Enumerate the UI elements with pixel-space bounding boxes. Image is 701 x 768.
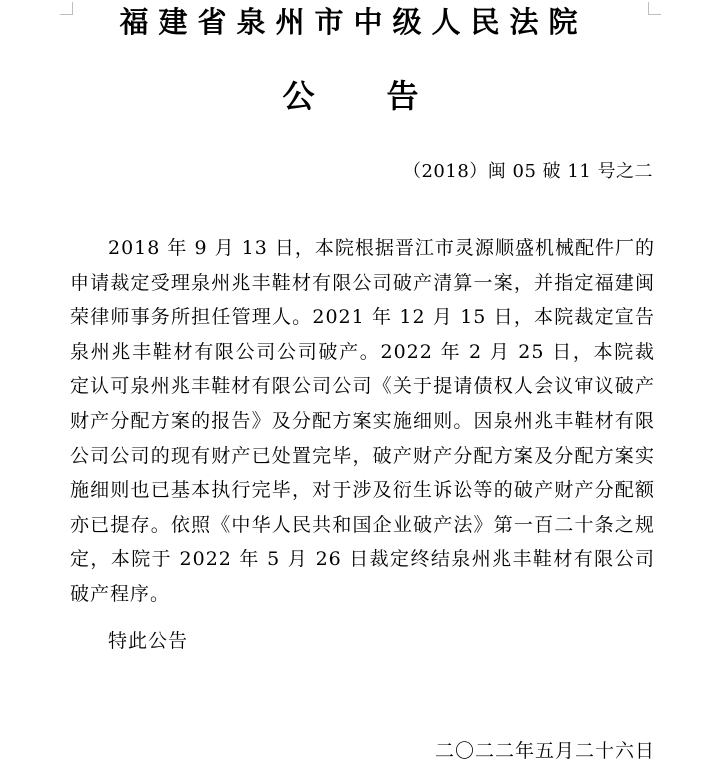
notice-body-paragraph: 2018 年 9 月 13 日，本院根据晋江市灵源顺盛机械配件厂的申请裁定受理泉州兆丰鞋材有限公司破产清算一案，并指定福建闽荣律师事务所担任管理人。2021 年 12 月 15 日，本院裁定宣告泉州兆丰鞋材有限公司公司破产。2022 年 2 月 25 日，本院裁定认可泉州兆丰鞋材有限公司公司《关于提请债权人会议审议破产财产分配方案的报告》及分配方案实施细则。因泉州兆丰鞋材有限公司公司的现有财产已处置完毕，破产财产分配方案及分配方案实施细则也已基本执行完毕，对于涉及衍生诉讼等的破产财产分配额亦已提存。依照《中华人民共和国企业破产法》第一百二十条之规定，本院于 2022 年 5 月 26 日裁定终结泉州兆丰鞋材有限公司破产程序。: [70, 237, 655, 605]
notice-title: 公告: [282, 77, 491, 115]
court-name-heading: 福建省泉州市中级人民法院: [119, 5, 588, 39]
closing-statement: 特此公告: [108, 630, 189, 652]
issue-date: 二〇二二年五月二十六日: [434, 740, 655, 762]
case-number: （2018）闽 05 破 11 号之二: [402, 161, 653, 182]
